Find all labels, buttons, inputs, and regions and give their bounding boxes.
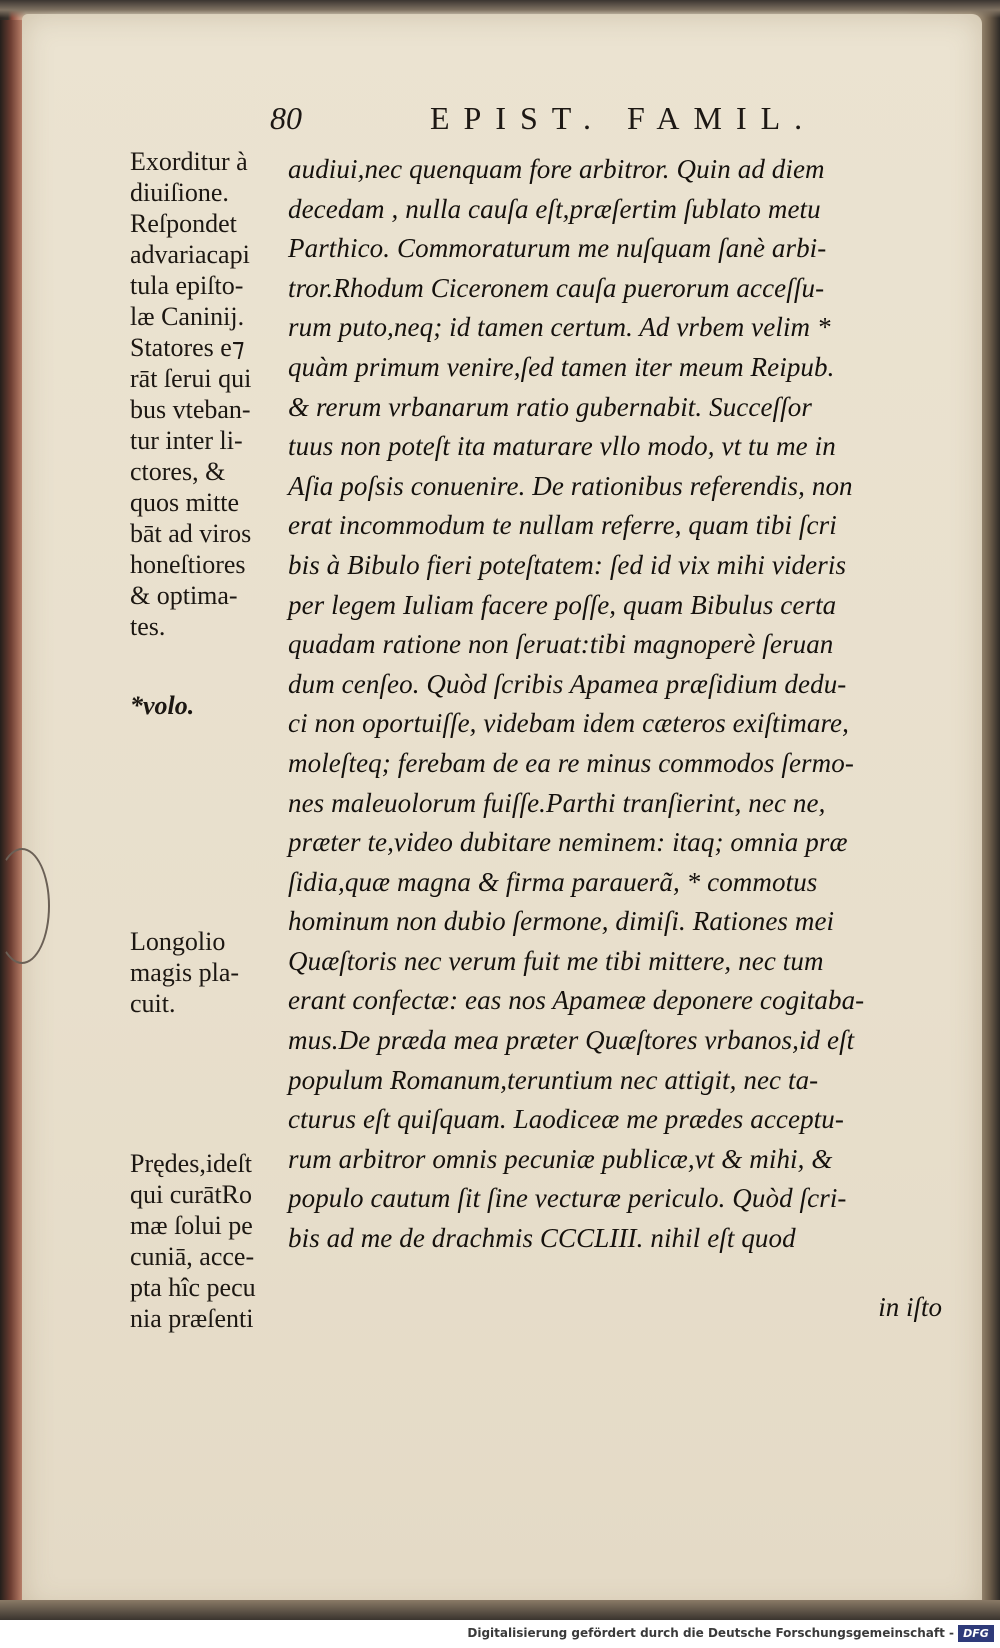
text-line: populo cautum ſit ſine vecturæ periculo. Quòd ſcri- — [288, 1183, 847, 1214]
text-line: per legem Iuliam facere poſſe, quam Bibulus certa — [288, 589, 837, 620]
text-line: & rerum vrbanarum ratio gubernabit. Succeſſor — [288, 391, 812, 422]
catchword: in iſto — [878, 1292, 942, 1322]
text-line: rum arbitror omnis pecuniæ publicæ,vt & mihi, & — [288, 1143, 833, 1174]
margin-note-volo: *volo. — [130, 691, 195, 720]
text-line: erant confectæ: eas nos Apameæ deponere cogitaba- — [288, 985, 865, 1016]
text-line: tror.Rhodum Ciceronem cauſa puerorum acceſſu- — [288, 272, 825, 303]
text-line: quadam ratione non ſeruat:tibi magnoperè ſeruan — [288, 629, 834, 660]
text-line: rum puto,neq; id tamen certum. Ad vrbem velim * — [288, 312, 831, 343]
text-line: Aſia poſsis conuenire. De rationibus referendis, non — [288, 470, 853, 501]
text-line: quàm primum venire,ſed tamen iter meum Reipub. — [288, 351, 835, 382]
margin-note-prędes: Prędes,ideſt qui curātRo mæ ſolui pe cuniā, acce- pta hîc pecu nia præſenti — [130, 1149, 256, 1333]
text-line: tuus non poteſt ita maturare vllo modo, vt tu me in — [288, 431, 836, 462]
text-line: mus.De præda mea præter Quæſtores vrbanos,id eſt — [288, 1025, 855, 1056]
text-line: ci non oportuiſſe, videbam idem cæteros exiſtimare, — [288, 708, 849, 739]
text-line: audiui,nec quenquam fore arbitror. Quin ad diem — [288, 154, 825, 184]
text-line: præter te,video dubitare neminem: itaq; omnia præ — [288, 827, 848, 858]
text-line: bis à Bibulo fieri poteſtatem: ſed id vix mihi videris — [288, 549, 847, 580]
running-title: EPIST. FAMIL. — [430, 100, 817, 136]
text-line: populum Romanum,teruntium nec attigit, nec ta- — [288, 1064, 819, 1095]
margin-note-exordium: Exorditur à diuiſione. Reſpondet advariacapi tula epiſto- læ Caninij. Statores e⁊ rāt ſerui qui bus vteban- tur inter li- ctores, & quos mitte bāt ad viros honeſtiores & optima- tes. — [130, 147, 252, 641]
body-text — [288, 150, 968, 1259]
text-line: nes maleuolorum fuiſſe.Parthi tranſierint, nec ne, — [288, 787, 826, 818]
text-line: decedam , nulla cauſa eſt,præſertim ſublato metu — [288, 193, 821, 224]
page-number: 80 — [270, 100, 302, 136]
text-line: bis ad me de drachmis CCCLIII. nihil eſt quod — [288, 1223, 796, 1254]
footer-bar — [0, 1622, 1000, 1648]
text-line: cturus eſt quiſquam. Laodiceæ me prædes acceptu- — [288, 1104, 844, 1135]
text-line: dum cenſeo. Quòd ſcribis Apamea præſidium dedu- — [288, 668, 847, 699]
scan-bottom-edge — [0, 1600, 1000, 1620]
dfg-logo: DFG — [958, 1625, 994, 1642]
text-line: moleſteq; ferebam de ea re minus commodos ſermo- — [288, 747, 854, 778]
text-line: ſidia,quæ magna & firma parauerã, * commotus — [288, 866, 818, 897]
text-line: Quæſtoris nec verum fuit me tibi mittere, nec tum — [288, 945, 824, 976]
margin-note-longolio: Longolio magis pla- cuit. — [130, 927, 240, 1018]
text-line: hominum non dubio ſermone, dimiſi. Rationes mei — [288, 906, 835, 937]
funding-credit: Digitalisierung gefördert durch die Deutsche Forschungsgemeinschaft - — [467, 1626, 954, 1640]
text-line: erat incommodum te nullam referre, quam tibi ſcri — [288, 510, 837, 541]
text-line: Parthico. Commoraturum me nuſquam ſanè arbi- — [288, 233, 827, 264]
page-header — [270, 100, 850, 140]
